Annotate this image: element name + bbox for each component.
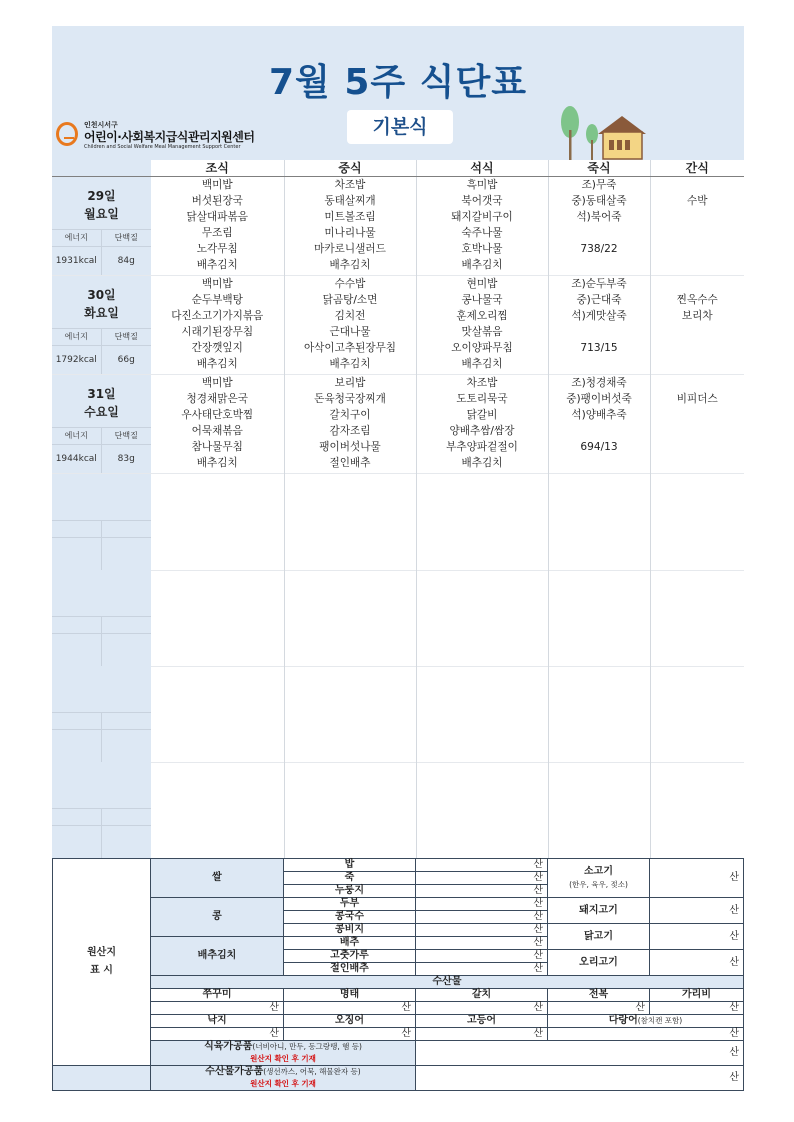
breakfast-item: 배추김치: [196, 358, 238, 370]
origin-value: 산: [151, 1028, 284, 1041]
breakfast-item: 배추김치: [196, 259, 238, 271]
empty-day-row: [52, 666, 744, 762]
origin-seafood: 가리비: [650, 989, 744, 1002]
origin-value: 산: [416, 1066, 744, 1091]
snack-item: [651, 276, 745, 292]
lunch-item: 배추김치: [329, 259, 371, 271]
snack-item: [651, 257, 745, 273]
porridge-cell: [548, 375, 650, 474]
lunch-item: 미트볼조림: [324, 211, 376, 223]
day-row: [52, 375, 744, 474]
lunch-cell: [284, 177, 416, 276]
porridge-item: 조)무죽: [581, 179, 617, 191]
lunch-item: 갈치구이: [329, 409, 371, 421]
dinner-item: 도토리묵국: [456, 393, 508, 405]
col-porridge: 죽식: [548, 160, 650, 177]
porridge-item: [549, 324, 650, 340]
lunch-item: 닭곰탕/소면: [322, 294, 378, 306]
lunch-item: 미나리나물: [324, 227, 376, 239]
col-snack: 간식: [650, 160, 744, 177]
snack-item: [651, 225, 745, 241]
breakfast-cell: [151, 177, 284, 276]
origin-item: 죽: [284, 872, 416, 885]
lunch-item: 아삭이고추된장무침: [303, 342, 397, 354]
energy-value: 1944kcal: [52, 445, 102, 473]
porridge-item: 석)양배추죽: [571, 409, 627, 421]
origin-value: 산: [548, 1002, 650, 1015]
origin-tuna: 다랑어(참치캔 포함): [548, 1015, 744, 1028]
dinner-item: 콩나물국: [461, 294, 503, 306]
snack-item: 보리차: [681, 310, 713, 322]
dinner-cell: [416, 177, 548, 276]
porridge-item: [549, 455, 650, 471]
energy-label: 에너지: [52, 428, 102, 444]
empty-day-row: [52, 570, 744, 666]
breakfast-item: 버섯된장국: [191, 195, 243, 207]
dinner-item: 훈제오리찜: [456, 310, 508, 322]
origin-value: 산: [650, 950, 744, 976]
snack-cell: [650, 177, 744, 276]
porridge-item: 석)북어죽: [576, 211, 622, 223]
porridge-item: [549, 257, 650, 273]
lunch-item: 배추김치: [329, 358, 371, 370]
breakfast-item: 백미밥: [201, 278, 233, 290]
snack-item: [651, 439, 745, 455]
origin-value: 산: [416, 937, 548, 950]
origin-kimchi: 배추김치: [151, 937, 284, 976]
menu-header-row: [52, 160, 744, 177]
origin-value: 산: [284, 1002, 416, 1015]
origin-processed-seafood: 수산물가공품(생선까스, 어묵, 해물완자 등) 원산지 확인 후 기재: [151, 1066, 416, 1091]
origin-seafood: 쭈꾸미: [151, 989, 284, 1002]
snack-item: [651, 356, 745, 372]
lunch-item: 김치전: [334, 310, 366, 322]
day-date: 30일 화요일: [84, 288, 119, 320]
breakfast-cell: [151, 276, 284, 375]
origin-item: 콩비지: [284, 924, 416, 937]
snack-cell: [650, 375, 744, 474]
breakfast-item: 백미밥: [201, 179, 233, 191]
logo-english-name: Children and Social Welfare Meal Management Support Center: [84, 144, 241, 150]
origin-item: 절인배추: [284, 963, 416, 976]
origin-value: 산: [416, 911, 548, 924]
origin-seafood: 낙지: [151, 1015, 284, 1028]
breakfast-item: 백미밥: [201, 377, 233, 389]
porridge-item: 713/15: [580, 342, 618, 354]
origin-item: 밥: [284, 859, 416, 872]
lunch-item: 근대나물: [329, 326, 371, 338]
center-logo: [56, 120, 256, 156]
breakfast-item: 참나물무침: [191, 441, 243, 453]
smile-logo-icon: [56, 122, 78, 146]
origin-value: 산: [416, 872, 548, 885]
porridge-item: 조)순두부죽: [571, 278, 627, 290]
diet-type-badge: 기본식: [347, 110, 453, 144]
origin-value: 산: [416, 885, 548, 898]
origin-value: 산: [416, 1002, 548, 1015]
snack-item: 수박: [687, 195, 708, 207]
origin-seafood: 명태: [284, 989, 416, 1002]
protein-value: 84g: [117, 256, 135, 266]
dinner-cell: [416, 276, 548, 375]
origin-label: 원산지 표 시: [53, 859, 151, 1066]
dinner-item: 호박나물: [461, 243, 503, 255]
dinner-item: 돼지갈비구이: [451, 211, 513, 223]
dinner-item: 양배추쌈/쌈장: [449, 425, 515, 437]
origin-value: 산: [650, 859, 744, 898]
snack-item: [651, 375, 745, 391]
breakfast-item: 간장깻잎지: [191, 342, 243, 354]
origin-bean: 콩: [151, 898, 284, 937]
origin-duck: 오리고기: [548, 950, 650, 976]
breakfast-item: 우사태단호박찜: [181, 409, 254, 421]
origin-value: 산: [650, 1002, 744, 1015]
page-title: 7월 5주 식단표: [268, 62, 528, 103]
lunch-item: 차조밥: [334, 179, 366, 191]
origin-item: 배추: [284, 937, 416, 950]
menu-table: [52, 160, 744, 858]
origin-value: 산: [151, 1002, 284, 1015]
origin-value: 산: [284, 1028, 416, 1041]
dinner-cell: [416, 375, 548, 474]
origin-value: 산: [548, 1028, 744, 1041]
protein-label: 단백질: [114, 233, 138, 242]
lunch-cell: [284, 276, 416, 375]
origin-item: 콩국수: [284, 911, 416, 924]
dinner-item: 흑미밥: [466, 179, 498, 191]
protein-label: 단백질: [114, 431, 138, 440]
day-row: [52, 276, 744, 375]
snack-item: [651, 324, 745, 340]
snack-cell: [650, 276, 744, 375]
origin-beef: 소고기 (한우, 육우, 젖소): [548, 859, 650, 898]
dinner-item: 배추김치: [461, 259, 503, 271]
empty-day-row: [52, 474, 744, 571]
dinner-item: 맛살볶음: [461, 326, 503, 338]
lunch-cell: [284, 375, 416, 474]
dinner-item: 오이양파무침: [451, 342, 513, 354]
header: [52, 26, 744, 160]
col-lunch: 중식: [284, 160, 416, 177]
origin-value: 산: [416, 950, 548, 963]
snack-item: [651, 241, 745, 257]
snack-item: [651, 423, 745, 439]
porridge-item: 석)게맛살죽: [571, 310, 627, 322]
origin-seafood: 전복: [548, 989, 650, 1002]
day-row: [52, 177, 744, 276]
origin-chicken: 닭고기: [548, 924, 650, 950]
breakfast-item: 시래기된장무침: [181, 326, 254, 338]
snack-item: [651, 340, 745, 356]
snack-item: 찐옥수수: [676, 294, 718, 306]
breakfast-item: 무조림: [201, 227, 233, 239]
energy-value: 1931kcal: [52, 247, 102, 275]
dinner-item: 숙주나물: [461, 227, 503, 239]
logo-center-name: 어린이·사회복지급식관리지원센터: [84, 130, 255, 144]
snack-item: [651, 177, 745, 193]
lunch-item: 수수밥: [334, 278, 366, 290]
origin-pork: 돼지고기: [548, 898, 650, 924]
porridge-item: [549, 423, 650, 439]
col-dinner: 석식: [416, 160, 548, 177]
snack-item: 비피더스: [676, 393, 718, 405]
lunch-item: 돈육청국장찌개: [314, 393, 386, 405]
empty-day-row: [52, 762, 744, 858]
energy-label: 에너지: [52, 329, 102, 345]
origin-seafood: 고등어: [416, 1015, 548, 1028]
logo-district: 인천시서구: [84, 121, 118, 129]
breakfast-cell: [151, 375, 284, 474]
lunch-item: 보리밥: [334, 377, 366, 389]
energy-value: 1792kcal: [52, 346, 102, 374]
origin-seafood-title: 수산물: [151, 976, 744, 989]
origin-value: 산: [416, 898, 548, 911]
protein-value: 66g: [117, 355, 135, 365]
origin-processed-meat: 식육가공품(너비아니, 만두, 동그랑땡, 햄 등) 원산지 확인 후 기재: [151, 1041, 416, 1066]
breakfast-item: 노각무침: [196, 243, 238, 255]
col-breakfast: 조식: [151, 160, 284, 177]
breakfast-item: 닭살대파볶음: [186, 211, 248, 223]
lunch-item: 마카로니샐러드: [314, 243, 386, 255]
origin-item: 고춧가루: [284, 950, 416, 963]
origin-seafood: 갈치: [416, 989, 548, 1002]
origin-seafood: 오징어: [284, 1015, 416, 1028]
porridge-cell: [548, 276, 650, 375]
origin-value: 산: [416, 924, 548, 937]
porridge-item: 조)청경채죽: [571, 377, 627, 389]
protein-value: 83g: [117, 454, 135, 464]
porridge-item: [549, 225, 650, 241]
snack-item: [651, 455, 745, 471]
porridge-item: 694/13: [580, 441, 618, 453]
breakfast-item: 순두부백탕: [191, 294, 243, 306]
house-tree-illustration-icon: [554, 100, 650, 160]
origin-item: 누룽지: [284, 885, 416, 898]
lunch-item: 팽이버섯나물: [319, 441, 381, 453]
lunch-item: 동태살찌개: [324, 195, 376, 207]
snack-item: [651, 209, 745, 225]
origin-table: [52, 858, 744, 1091]
porridge-item: 중)팽이버섯죽: [566, 393, 632, 405]
day-date: 29일 월요일: [84, 189, 119, 221]
breakfast-item: 배추김치: [196, 457, 238, 469]
dinner-item: 차조밥: [466, 377, 498, 389]
breakfast-item: 다진소고기가지볶음: [171, 310, 264, 322]
snack-item: [651, 407, 745, 423]
lunch-item: 감자조림: [329, 425, 371, 437]
menu-sheet: [52, 26, 744, 1091]
dinner-item: 현미밥: [466, 278, 498, 290]
origin-value: 산: [650, 924, 744, 950]
origin-value: 산: [650, 898, 744, 924]
dinner-item: 배추김치: [461, 358, 503, 370]
lunch-item: 절인배추: [329, 457, 371, 469]
breakfast-item: 청경채맑은국: [186, 393, 248, 405]
porridge-item: [549, 356, 650, 372]
dinner-item: 배추김치: [461, 457, 503, 469]
origin-value: 산: [416, 963, 548, 976]
origin-value: 산: [416, 1028, 548, 1041]
porridge-item: 738/22: [580, 243, 618, 255]
porridge-item: 중)동태살죽: [571, 195, 627, 207]
origin-rice: 쌀: [151, 859, 284, 898]
energy-label: 에너지: [52, 230, 102, 246]
day-date: 31일 수요일: [84, 387, 119, 419]
porridge-cell: [548, 177, 650, 276]
origin-value: 산: [416, 1041, 744, 1066]
origin-value: 산: [416, 859, 548, 872]
porridge-item: 중)근대죽: [576, 294, 622, 306]
dinner-item: 부추양파겉절이: [446, 441, 518, 453]
dinner-item: 닭갈비: [466, 409, 498, 421]
protein-label: 단백질: [114, 332, 138, 341]
origin-item: 두부: [284, 898, 416, 911]
dinner-item: 북어갯국: [461, 195, 503, 207]
breakfast-item: 어묵채볶음: [191, 425, 243, 437]
